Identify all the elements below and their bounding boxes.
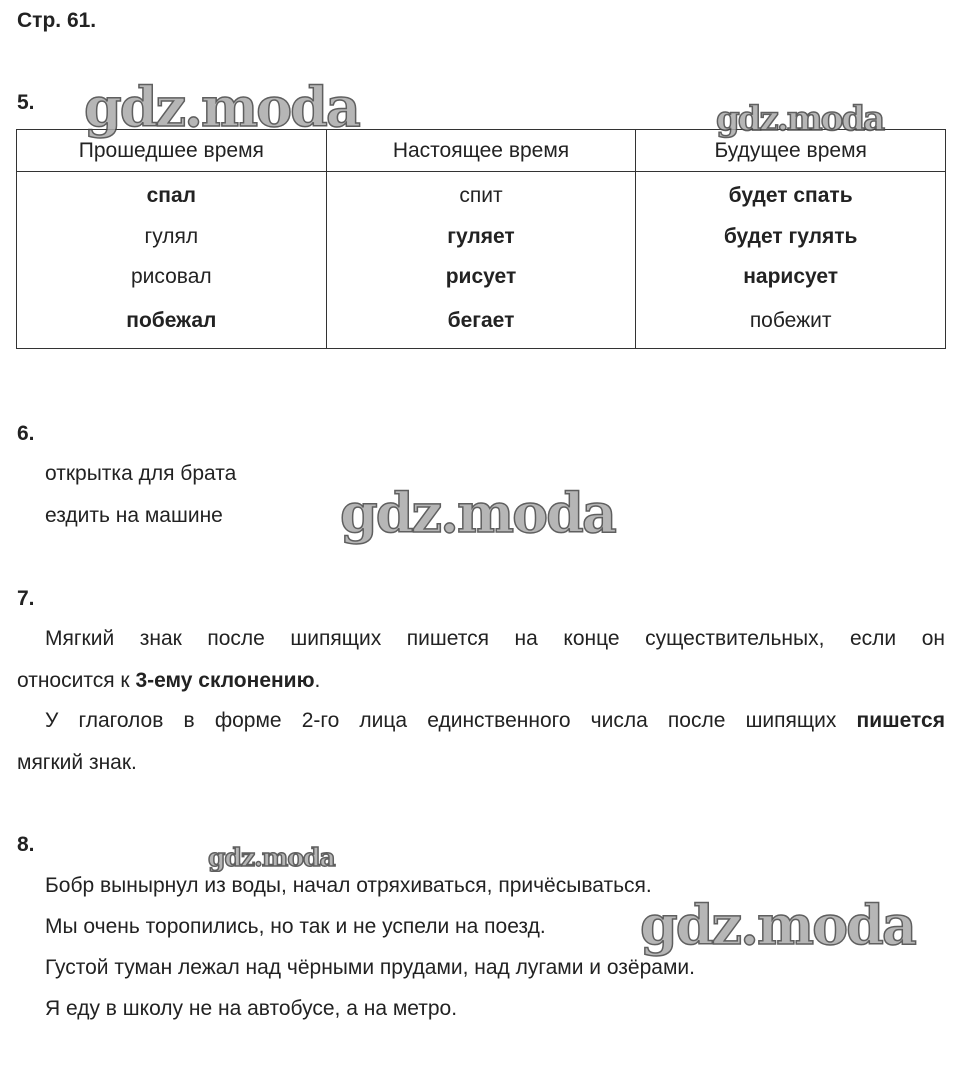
task-7-p1-line1: Мягкий знак после шипящих пишется на конце существительных, если он (45, 627, 945, 650)
task-6-line: ездить на машине (45, 504, 223, 527)
watermark: gdz.moda (716, 99, 884, 139)
page-label: Стр. 61. (17, 9, 97, 32)
task-8-line: Бобр вынырнул из воды, начал отряхиваться, причёсываться. (45, 874, 652, 897)
table-cell: спит (326, 172, 636, 217)
table-cell: рисует (326, 257, 636, 298)
task-7-p2-line2: мягкий знак. (17, 751, 137, 774)
column-header: Будущее время (636, 130, 946, 172)
task-7-p1-line2: относится к 3-ему склонению. (17, 669, 321, 692)
table-cell: спал (17, 172, 327, 217)
table-row (17, 217, 946, 258)
task-8-line: Я еду в школу не на автобусе, а на метро. (45, 997, 458, 1020)
table-cell: гуляет (326, 217, 636, 258)
task-5-number: 5. (17, 91, 35, 114)
task-7-number: 7. (17, 587, 35, 610)
task-8-number: 8. (17, 833, 35, 856)
table-cell: побежит (636, 298, 946, 349)
table-cell: бегает (326, 298, 636, 349)
table-row (17, 172, 946, 217)
table-cell: рисовал (17, 257, 327, 298)
table-cell: будет гулять (636, 217, 946, 258)
task-6-number: 6. (17, 422, 35, 445)
task-6-line: открытка для брата (45, 462, 237, 485)
tense-table (16, 129, 946, 349)
task-7-p2-line1: У глаголов в форме 2-го лица единственного числа после шипящих пишется (45, 709, 945, 732)
table-row (17, 257, 946, 298)
column-header: Прошедшее время (17, 130, 327, 172)
watermark: gdz.moda (340, 481, 615, 545)
watermark: gdz.moda (84, 75, 359, 139)
task-8-line: Мы очень торопились, но так и не успели на поезд. (45, 915, 546, 938)
table-cell: побежал (17, 298, 327, 349)
task-8-line: Густой туман лежал над чёрными прудами, над лугами и озёрами. (45, 956, 695, 979)
table-cell: нарисует (636, 257, 946, 298)
table-cell: будет спать (636, 172, 946, 217)
watermark: gdz.moda (640, 893, 915, 957)
column-header: Настоящее время (326, 130, 636, 172)
watermark: gdz.moda (208, 843, 335, 872)
table-cell: гулял (17, 217, 327, 258)
table-row (17, 298, 946, 349)
